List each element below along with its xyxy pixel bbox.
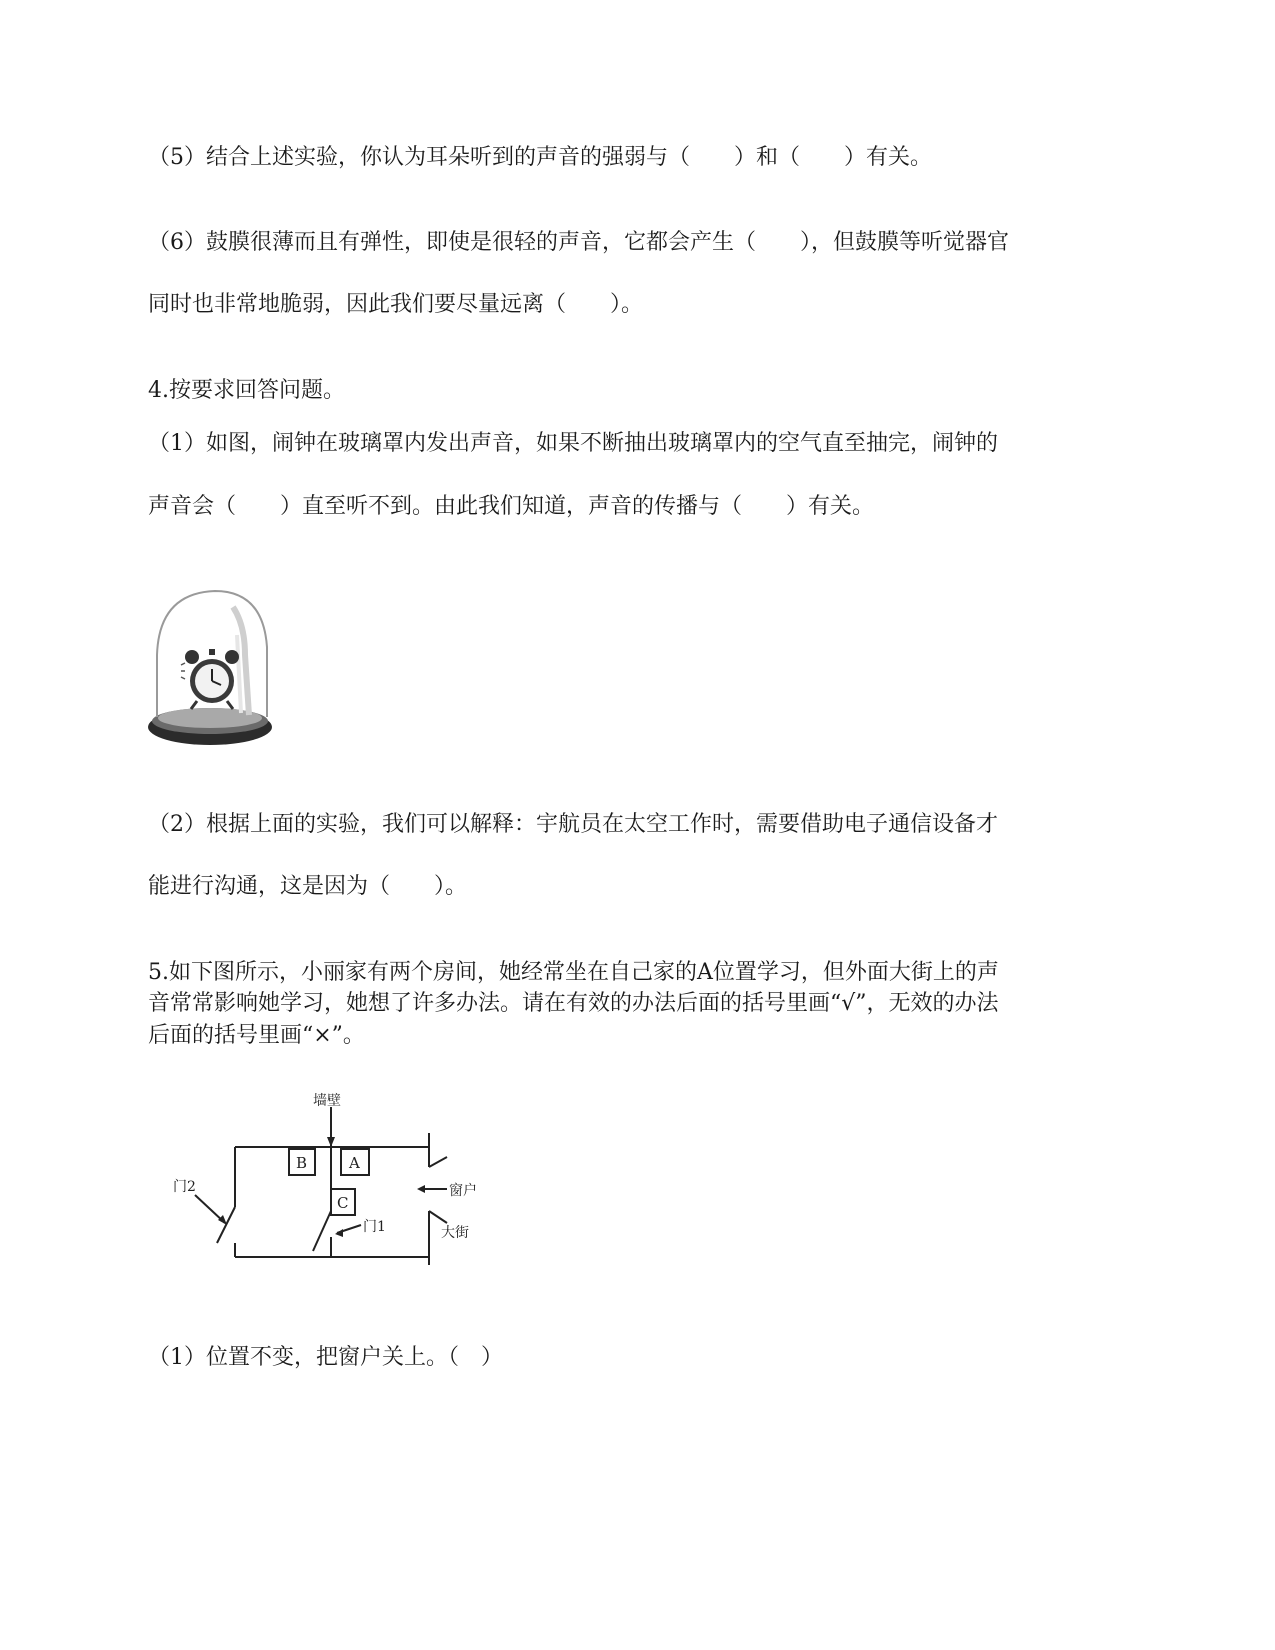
bell-jar-figure xyxy=(145,585,280,755)
q5-sub1: （1）位置不变，把窗户关上。（ ） xyxy=(148,1345,503,1370)
diagram-door1-label: 门1 xyxy=(363,1219,386,1235)
diagram-box-b: B xyxy=(296,1154,308,1172)
q4-part2-line2: 能进行沟通，这是因为（ ）。 xyxy=(148,874,468,899)
diagram-street-label: 大街 xyxy=(441,1225,469,1241)
diagram-window-label: 窗户 xyxy=(449,1183,477,1199)
diagram-door2-label: 门2 xyxy=(173,1179,196,1195)
room-plan-diagram xyxy=(165,1085,495,1285)
bell-jar-icon xyxy=(145,585,280,755)
q5-line3: 后面的括号里画“×”。 xyxy=(148,1023,365,1048)
q4-part1-line2: 声音会（ ）直至听不到。由此我们知道，声音的传播与（ ）有关。 xyxy=(148,494,875,519)
diagram-wall-label: 墙壁 xyxy=(313,1093,341,1109)
q4-part1-line1: （1）如图，闹钟在玻璃罩内发出声音，如果不断抽出玻璃罩内的空气直至抽完，闹钟的 xyxy=(148,431,998,456)
q5-line2: 音常常影响她学习，她想了许多办法。请在有效的办法后面的括号里画“√”，无效的办法 xyxy=(148,991,999,1016)
room-plan-figure xyxy=(165,1085,495,1285)
diagram-box-a: A xyxy=(349,1154,360,1172)
q3-part6-line2: 同时也非常地脆弱，因此我们要尽量远离（ ）。 xyxy=(148,292,644,317)
q3-part6-line1: （6）鼓膜很薄而且有弹性，即使是很轻的声音，它都会产生（ ），但鼓膜等听觉器官 xyxy=(148,230,1010,255)
q3-part5: （5）结合上述实验，你认为耳朵听到的声音的强弱与（ ）和（ ）有关。 xyxy=(148,145,932,170)
diagram-box-c: C xyxy=(337,1194,349,1212)
q5-line1: 5.如下图所示，小丽家有两个房间，她经常坐在自己家的A位置学习，但外面大街上的声 xyxy=(148,960,999,985)
q4-title: 4.按要求回答问题。 xyxy=(148,378,345,403)
q4-part2-line1: （2）根据上面的实验，我们可以解释：宇航员在太空工作时，需要借助电子通信设备才 xyxy=(148,812,998,837)
